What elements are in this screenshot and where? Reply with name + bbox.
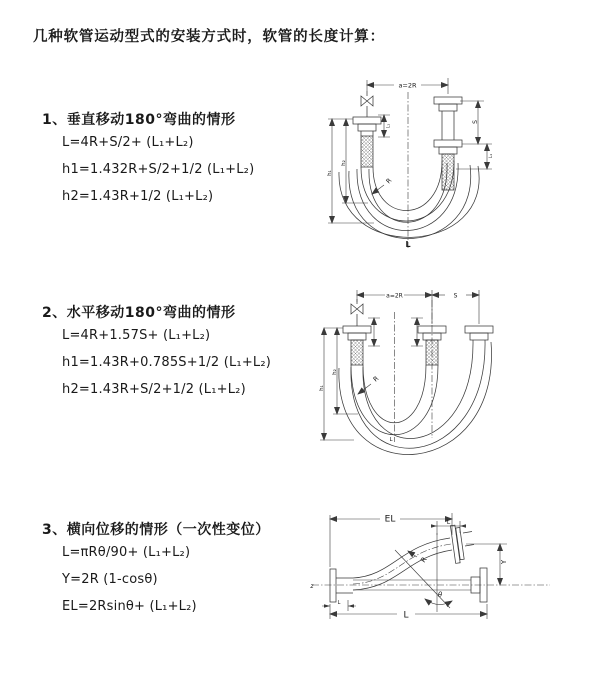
braided-hose-section [426,340,438,365]
section-2-formula-l: L=4R+1.57S+ (L₁+L₂) [62,328,211,343]
centerline [395,300,433,442]
dim-s-right [456,101,492,169]
hose-u-bend-arcs [339,161,479,239]
section-1-formula-h1: h1=1.432R+S/2+1/2 (L₁+L₂) [62,162,255,177]
braided-hose-section [351,340,363,365]
section-2-heading: 2、水平移动180°弯曲的情形 [42,305,236,321]
left-flange [330,569,353,602]
diagram-lateral-displacement [300,505,565,630]
displaced-end-flange [450,524,464,563]
dim-label-h2: h₂ [332,369,338,375]
section-2-formula-h1: h1=1.43R+0.785S+1/2 (L₁+L₂) [62,355,272,370]
dim-label-h1: h₁ [327,170,333,176]
section-3-formula-y: Y=2R (1-cosθ) [62,572,158,587]
radius-leader [408,551,417,557]
radius-label: R [384,176,394,186]
diagram-horizontal-180-bend [310,280,535,465]
dim-h1-h2 [328,119,374,223]
valve-icon [361,91,373,117]
valve-icon [351,299,363,326]
length-label: L [403,610,409,621]
dim-a2r-s [357,290,479,324]
centerline-mark: z [310,583,314,590]
page-title: 几种软管运动型式的安装方式时，软管的长度计算： [33,29,385,45]
length-label: L [389,437,393,443]
section-3-formula-el: EL=2Rsinθ+ (L₁+L₂) [62,599,197,614]
angle-label: θ [437,591,443,599]
dim-label-el: EL [384,514,396,525]
section-1-formula-l: L=4R+S/2+ (L₁+L₂) [62,135,194,150]
dim-label-a2r: a=2R [398,81,417,90]
braided-hose-section [361,136,373,167]
dim-label-h1: h₁ [319,385,325,391]
dim-label-a2r: a=2R [386,292,403,300]
length-label: L [405,240,411,249]
braided-hose-section [442,154,454,190]
pipe-stub-left [343,326,371,365]
dim-label-l1: L [337,600,341,606]
dim-label-y: Y [500,559,508,565]
radius-label: R [419,555,429,565]
pipe-stub-right [465,326,493,340]
section-1-heading: 1、垂直移动180°弯曲的情形 [42,112,236,128]
radius-leader [372,185,384,194]
left-flange [353,117,381,167]
section-3-formula-l: L=πRθ/90+ (L₁+L₂) [62,545,191,560]
dim-fitting-ticks [368,318,423,346]
dim-label-s: S [453,292,458,300]
section-1-formula-h2: h2=1.43R+1/2 (L₁+L₂) [62,189,214,204]
dim-label-l1-left: L₁ [386,123,392,129]
section-3-heading: 3、横向位移的情形（一次性变位） [42,522,270,538]
radius-label: R [371,374,381,384]
dim-label-h2: h₂ [341,160,347,166]
diagram-vertical-180-bend [310,70,515,255]
section-2-formula-h2: h2=1.43R+S/2+1/2 (L₁+L₂) [62,382,246,397]
dim-label-l1-right: L₁ [489,153,494,159]
dim-label-s: S [472,120,479,124]
dim-label-l2: L [446,519,451,526]
